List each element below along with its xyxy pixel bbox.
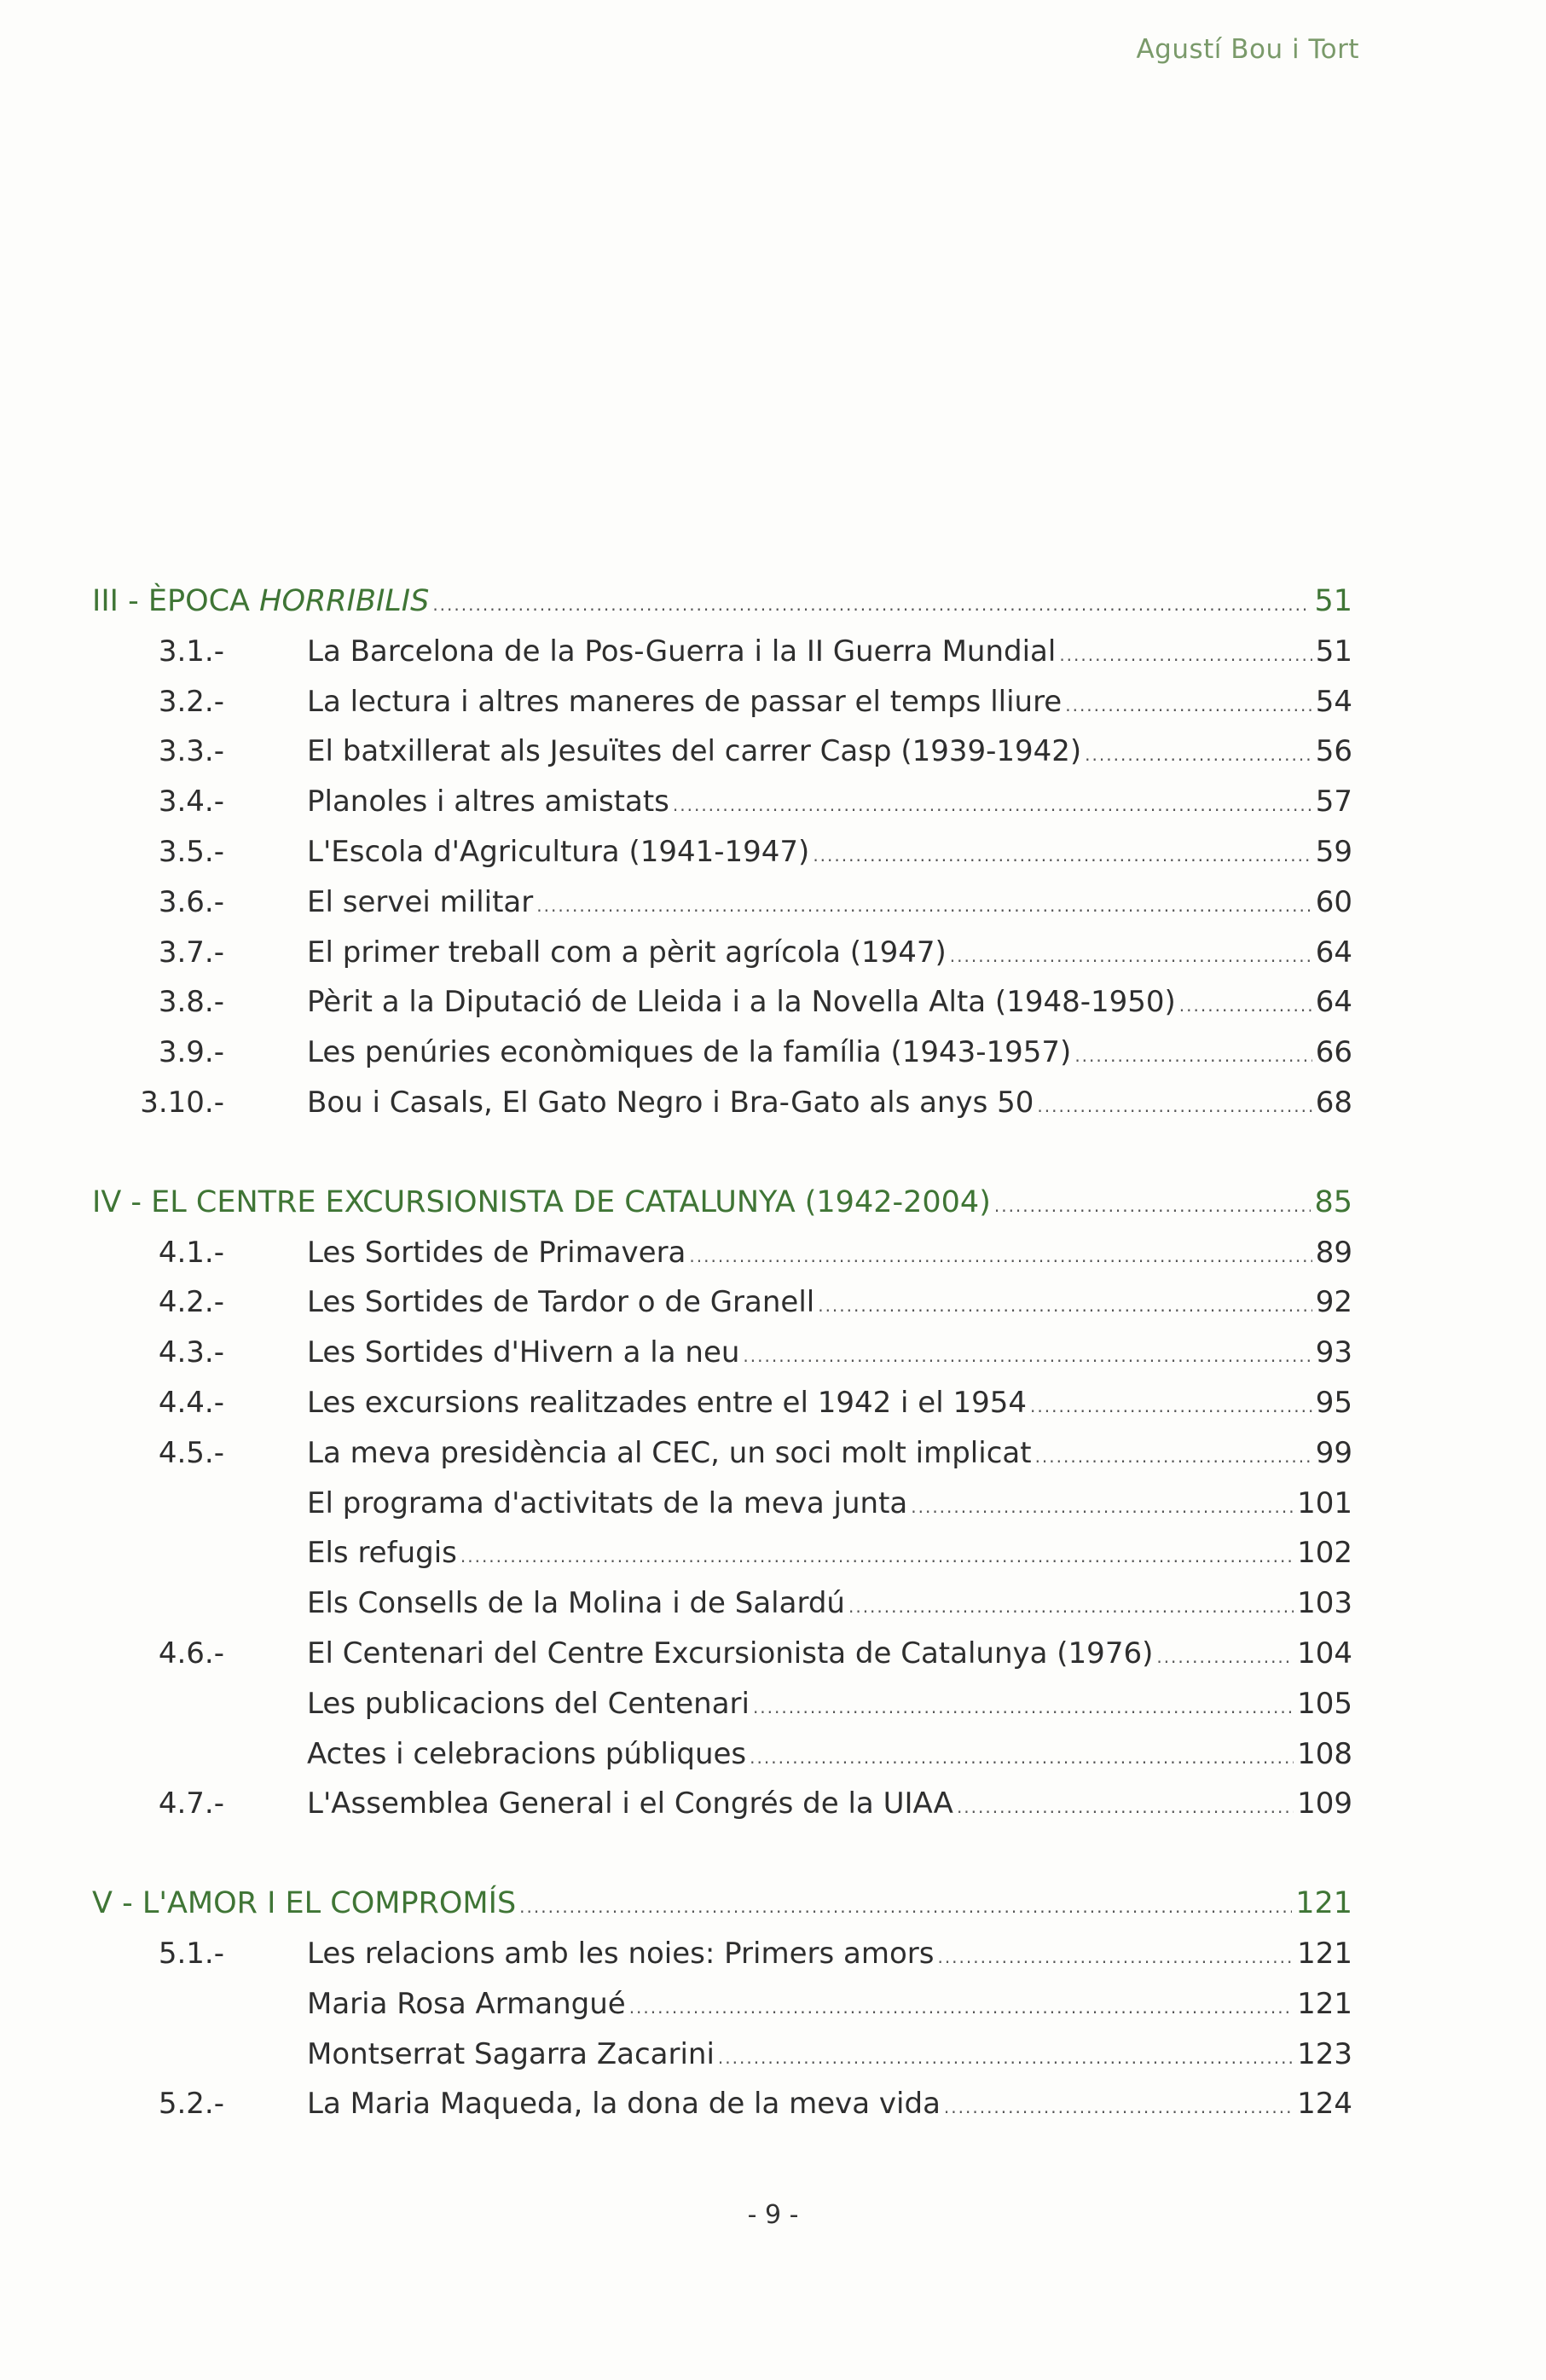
toc-entry [92, 1679, 1352, 1729]
entry-title: Les Sortides de Primavera [307, 1235, 686, 1270]
dot-leader [743, 1331, 1311, 1381]
entry-title: Els refugis [307, 1536, 457, 1571]
dot-leader [1156, 1632, 1294, 1682]
entry-title: Planoles i altres amistats [307, 785, 669, 819]
dot-leader [432, 580, 1311, 630]
entry-title: Els Consells de la Molina i de Salardú [307, 1586, 845, 1621]
entry-page-number: 108 [1297, 1736, 1352, 1771]
entry-number: 3.3.- [158, 734, 224, 769]
dot-leader [750, 1733, 1294, 1783]
entry-page-number: 68 [1315, 1085, 1352, 1120]
toc-entry [92, 1028, 1352, 1078]
entry-number-column [92, 677, 307, 727]
entry-page-number: 109 [1297, 1786, 1352, 1821]
dot-leader [818, 1281, 1312, 1331]
section-heading-title [92, 1879, 516, 1929]
entry-title: Les publicacions del Centenari [307, 1686, 750, 1721]
entry-number-column [92, 1378, 307, 1428]
entry-page-number: 102 [1297, 1536, 1352, 1571]
dot-leader [1085, 730, 1312, 780]
entry-title: El programa d'activitats de la meva junta [307, 1485, 908, 1520]
entry-number-column [92, 1729, 307, 1780]
entry-number-column [92, 1277, 307, 1328]
entry-page-number: 54 [1315, 684, 1352, 719]
toc-entry [92, 827, 1352, 877]
dot-leader [753, 1682, 1294, 1733]
entry-number: 3.2.- [158, 684, 224, 719]
entry-page-number: 121 [1297, 1936, 1352, 1971]
entry-title: La lectura i altres maneres de passar el temps lliure [307, 684, 1063, 719]
entry-number: 4.1.- [158, 1235, 224, 1270]
entry-title: El primer treball com a pèrit agrícola (1947) [307, 935, 947, 970]
toc-entry [92, 1528, 1352, 1578]
section-heading [92, 1178, 1352, 1228]
entry-number: 5.2.- [158, 2087, 224, 2122]
dot-leader [673, 780, 1312, 831]
dot-leader [911, 1482, 1294, 1532]
entry-number-column [92, 1629, 307, 1679]
toc-entry [92, 727, 1352, 777]
entry-number-column [92, 827, 307, 877]
dot-leader [1179, 981, 1312, 1031]
entry-page-number: 56 [1315, 734, 1352, 769]
toc-entry [92, 1578, 1352, 1629]
entry-title: L'Escola d'Agricultura (1941-1947) [307, 834, 810, 869]
entry-number-column [92, 2030, 307, 2080]
entry-number: 3.10.- [140, 1085, 224, 1120]
section-heading-text: III - ÈPOCA [92, 584, 260, 618]
entry-title: La Maria Maqueda, la dona de la meva vida [307, 2087, 941, 2122]
entry-page-number: 64 [1315, 985, 1352, 1020]
entry-title: El servei militar [307, 884, 534, 919]
entry-title: Bou i Casals, El Gato Negro i Bra-Gato als anys 50 [307, 1085, 1034, 1120]
entry-number-column [92, 1078, 307, 1128]
entry-title: Les penúries econòmiques de la família (1943-1957) [307, 1035, 1072, 1070]
entry-number-column [92, 1428, 307, 1479]
entry-number: 3.6.- [158, 884, 224, 919]
entry-title: Les excursions realitzades entre el 1942 i el 1954 [307, 1385, 1028, 1420]
toc-entry [92, 777, 1352, 827]
entry-number-column [92, 1979, 307, 2030]
entry-number: 3.7.- [158, 935, 224, 970]
dot-leader [848, 1582, 1294, 1632]
entry-page-number: 64 [1315, 935, 1352, 970]
entry-number-column [92, 928, 307, 978]
entry-page-number: 124 [1297, 2087, 1352, 2122]
toc-entry [92, 1729, 1352, 1780]
entry-title: La Barcelona de la Pos-Guerra i la II Guerra Mundial [307, 634, 1057, 669]
dot-leader [1059, 630, 1311, 680]
entry-number-column [92, 1028, 307, 1078]
dot-leader [944, 2082, 1294, 2133]
entry-page-number: 57 [1315, 785, 1352, 819]
entry-number: 4.4.- [158, 1385, 224, 1420]
toc-section [92, 576, 1352, 1128]
entry-page-number: 95 [1315, 1385, 1352, 1420]
toc-entry [92, 1479, 1352, 1529]
section-heading-emphasis: HORRIBILIS [259, 584, 430, 618]
toc-entry [92, 1629, 1352, 1679]
entry-title: Maria Rosa Armangué [307, 1986, 626, 2021]
toc-entry [92, 877, 1352, 928]
entry-number: 3.5.- [158, 834, 224, 869]
dot-leader [937, 1932, 1294, 1983]
entry-number: 4.7.- [158, 1786, 224, 1821]
dot-leader [813, 831, 1311, 881]
entry-number: 3.4.- [158, 785, 224, 819]
dot-leader [957, 1782, 1294, 1833]
entry-number-column [92, 977, 307, 1028]
toc-entry [92, 1228, 1352, 1278]
table-of-contents [92, 576, 1352, 2179]
toc-entry [92, 1378, 1352, 1428]
entry-number-column [92, 1479, 307, 1529]
entry-page-number: 105 [1297, 1686, 1352, 1721]
entry-title: Actes i celebracions públiques [307, 1736, 747, 1771]
dot-leader [460, 1532, 1294, 1582]
section-page-number: 85 [1314, 1184, 1352, 1219]
section-heading-title [92, 576, 429, 627]
entry-number-column [92, 1679, 307, 1729]
entry-title: Les Sortides de Tardor o de Granell [307, 1285, 815, 1320]
entry-page-number: 93 [1315, 1335, 1352, 1370]
toc-entry [92, 1277, 1352, 1328]
dot-leader [718, 2033, 1294, 2083]
entry-page-number: 103 [1297, 1586, 1352, 1621]
dot-leader [536, 881, 1311, 931]
toc-entry [92, 1428, 1352, 1479]
toc-entry [92, 1929, 1352, 1979]
entry-number-column [92, 1578, 307, 1629]
entry-number-column [92, 627, 307, 677]
entry-number-column [92, 1929, 307, 1979]
entry-title: L'Assemblea General i el Congrés de la UIAA [307, 1786, 953, 1821]
section-page-number: 51 [1314, 584, 1352, 618]
dot-leader [629, 1983, 1294, 2033]
entry-number: 5.1.- [158, 1936, 224, 1971]
toc-entry [92, 2079, 1352, 2129]
entry-number-column [92, 727, 307, 777]
entry-page-number: 60 [1315, 884, 1352, 919]
entry-page-number: 121 [1297, 1986, 1352, 2021]
entry-title: Montserrat Sagarra Zacarini [307, 2036, 715, 2071]
dot-leader [994, 1181, 1311, 1231]
entry-number-column [92, 2079, 307, 2129]
dot-leader [1037, 1081, 1311, 1132]
page-folio: - 9 - [747, 2200, 799, 2230]
entry-title: Les Sortides d'Hivern a la neu [307, 1335, 740, 1370]
entry-number: 4.6.- [158, 1636, 224, 1671]
entry-number: 4.3.- [158, 1335, 224, 1370]
toc-entry [92, 1779, 1352, 1829]
toc-entry [92, 627, 1352, 677]
toc-entry [92, 1979, 1352, 2030]
dot-leader [1065, 680, 1312, 731]
entry-page-number: 101 [1297, 1485, 1352, 1520]
entry-page-number: 59 [1315, 834, 1352, 869]
toc-section [92, 1178, 1352, 1829]
toc-entry [92, 2030, 1352, 2080]
entry-number: 3.9.- [158, 1035, 224, 1070]
dot-leader [1035, 1432, 1312, 1482]
entry-number: 3.8.- [158, 985, 224, 1020]
toc-entry [92, 977, 1352, 1028]
section-heading-text: IV - EL CENTRE EXCURSIONISTA DE CATALUNYA (1942-2004) [92, 1184, 991, 1219]
entry-number-column [92, 1779, 307, 1829]
entry-number-column [92, 1528, 307, 1578]
toc-section [92, 1879, 1352, 2129]
entry-number: 4.5.- [158, 1435, 224, 1470]
entry-title: El batxillerat als Jesuïtes del carrer Casp (1939-1942) [307, 734, 1082, 769]
entry-page-number: 92 [1315, 1285, 1352, 1320]
entry-page-number: 51 [1315, 634, 1352, 669]
entry-number: 3.1.- [158, 634, 224, 669]
section-heading-text: V - L'AMOR I EL COMPROMÍS [92, 1886, 517, 1921]
entry-page-number: 66 [1315, 1035, 1352, 1070]
section-heading-title [92, 1178, 991, 1228]
entry-page-number: 123 [1297, 2036, 1352, 2071]
entry-title: La meva presidència al CEC, un soci molt implicat [307, 1435, 1032, 1470]
entry-number-column [92, 877, 307, 928]
running-head: Agustí Bou i Tort [1136, 34, 1359, 65]
entry-number-column [92, 1228, 307, 1278]
entry-page-number: 89 [1315, 1235, 1352, 1270]
entry-title: Les relacions amb les noies: Primers amors [307, 1936, 935, 1971]
dot-leader [519, 1882, 1292, 1932]
dot-leader [1074, 1031, 1311, 1081]
toc-entry [92, 928, 1352, 978]
entry-title: El Centenari del Centre Excursionista de Catalunya (1976) [307, 1636, 1154, 1671]
entry-page-number: 104 [1297, 1636, 1352, 1671]
section-page-number: 121 [1295, 1886, 1352, 1921]
entry-title: Pèrit a la Diputació de Lleida i a la Novella Alta (1948-1950) [307, 985, 1176, 1020]
toc-entry [92, 1078, 1352, 1128]
entry-number: 4.2.- [158, 1285, 224, 1320]
dot-leader [950, 931, 1312, 982]
dot-leader [1030, 1381, 1312, 1432]
entry-number-column [92, 1328, 307, 1378]
toc-entry [92, 677, 1352, 727]
dot-leader [689, 1231, 1311, 1282]
section-heading [92, 576, 1352, 627]
toc-entry [92, 1328, 1352, 1378]
entry-number-column [92, 777, 307, 827]
section-heading [92, 1879, 1352, 1929]
entry-page-number: 99 [1315, 1435, 1352, 1470]
